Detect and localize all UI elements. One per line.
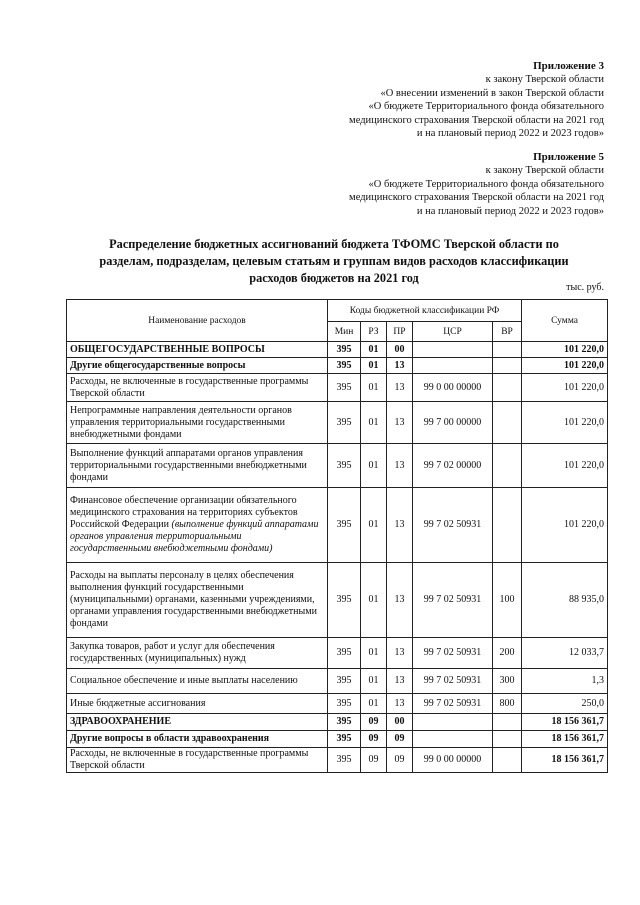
table-row [67, 342, 608, 358]
table-row [67, 563, 608, 638]
cell-rz: 01 [361, 402, 387, 444]
cell-vr [493, 714, 522, 731]
table-row [67, 402, 608, 444]
cell-min: 395 [328, 488, 361, 563]
cell-name [67, 638, 328, 669]
cell-sum: 101 220,0 [522, 402, 608, 444]
row-name: Расходы на выплаты персоналу в целях обеспечения выполнения функций государственными (муниципальными) органами, казенными учреждениями, органами управления государственными внебюджетными фондами [70, 570, 317, 629]
cell-csr: 99 0 00 00000 [413, 748, 493, 773]
cell-rz: 01 [361, 444, 387, 488]
cell-pr: 13 [387, 669, 413, 694]
cell-pr: 13 [387, 563, 413, 638]
cell-sum: 101 220,0 [522, 374, 608, 402]
table-row [67, 488, 608, 563]
cell-rz: 01 [361, 358, 387, 374]
appendix-5-line: к закону Тверской области [485, 165, 604, 177]
header-rz: РЗ [361, 322, 387, 342]
cell-csr: 99 7 02 50931 [413, 669, 493, 694]
budget-table [66, 299, 608, 773]
appendix-5-heading: Приложение 5 [533, 151, 604, 163]
cell-sum: 1,3 [522, 669, 608, 694]
cell-name [67, 694, 328, 714]
header-vr: ВР [493, 322, 522, 342]
cell-rz: 01 [361, 488, 387, 563]
row-name: ЗДРАВООХРАНЕНИЕ [70, 716, 171, 727]
cell-name [67, 563, 328, 638]
cell-vr [493, 444, 522, 488]
cell-pr: 13 [387, 638, 413, 669]
cell-min: 395 [328, 669, 361, 694]
cell-vr: 300 [493, 669, 522, 694]
cell-vr [493, 402, 522, 444]
table-row [67, 694, 608, 714]
cell-name [67, 488, 328, 563]
cell-pr: 00 [387, 342, 413, 358]
cell-vr [493, 374, 522, 402]
cell-vr [493, 342, 522, 358]
cell-sum: 18 156 361,7 [522, 748, 608, 773]
cell-pr: 13 [387, 444, 413, 488]
cell-min: 395 [328, 374, 361, 402]
cell-rz: 09 [361, 748, 387, 773]
appendix-5-line: медицинского страхования Тверской области на 2021 год [349, 192, 604, 204]
header-pr: ПР [387, 322, 413, 342]
table-row [67, 358, 608, 374]
cell-min: 395 [328, 358, 361, 374]
table-row [67, 444, 608, 488]
cell-rz: 01 [361, 638, 387, 669]
cell-csr: 99 7 02 00000 [413, 444, 493, 488]
units-label: тыс. руб. [566, 282, 604, 293]
cell-name [67, 748, 328, 773]
cell-pr: 13 [387, 358, 413, 374]
table-row [67, 714, 608, 731]
title-line: Распределение бюджетных ассигнований бюджета ТФОМС Тверской области по [109, 237, 559, 251]
cell-csr: 99 7 02 50931 [413, 638, 493, 669]
cell-pr: 13 [387, 402, 413, 444]
cell-csr [413, 358, 493, 374]
document-title [70, 236, 598, 287]
cell-name [67, 714, 328, 731]
cell-csr [413, 714, 493, 731]
header-min: Мин [328, 322, 361, 342]
cell-name [67, 374, 328, 402]
cell-vr [493, 748, 522, 773]
row-name: Расходы, не включенные в государственные программы Тверской области [70, 375, 309, 399]
cell-csr: 99 7 02 50931 [413, 694, 493, 714]
cell-min: 395 [328, 638, 361, 669]
cell-name [67, 669, 328, 694]
appendix-5-header [349, 151, 604, 218]
cell-csr [413, 342, 493, 358]
appendix-5-line: и на плановый период 2022 и 2023 годов» [416, 205, 604, 217]
row-name: Финансовое обеспечение организации обязательного медицинского страхования на территориях субъектов Российской Федерации [70, 495, 298, 530]
cell-sum: 250,0 [522, 694, 608, 714]
cell-name [67, 444, 328, 488]
cell-min: 395 [328, 563, 361, 638]
cell-pr: 00 [387, 714, 413, 731]
row-name: Непрограммные направления деятельности органов управления территориальными государственными внебюджетными фондами [70, 404, 292, 440]
appendix-3-line: «О внесении изменений в закон Тверской области [380, 87, 604, 99]
row-name: Социальное обеспечение и иные выплаты населению [70, 675, 298, 686]
cell-vr [493, 358, 522, 374]
appendix-5-line: «О бюджете Территориального фонда обязательного [368, 178, 604, 190]
title-line: разделам, подразделам, целевым статьям и группам видов расходов классификации [99, 254, 569, 268]
cell-sum: 88 935,0 [522, 563, 608, 638]
cell-min: 395 [328, 342, 361, 358]
cell-name [67, 358, 328, 374]
cell-sum: 101 220,0 [522, 342, 608, 358]
cell-rz: 01 [361, 563, 387, 638]
cell-pr: 09 [387, 748, 413, 773]
cell-min: 395 [328, 694, 361, 714]
table-row [67, 748, 608, 773]
cell-csr: 99 7 02 50931 [413, 488, 493, 563]
cell-sum: 101 220,0 [522, 444, 608, 488]
appendix-3-line: к закону Тверской области [485, 74, 604, 86]
cell-pr: 13 [387, 694, 413, 714]
cell-rz: 01 [361, 374, 387, 402]
table-row [67, 731, 608, 748]
row-name: Закупка товаров, работ и услуг для обеспечения государственных (муниципальных) нужд [70, 641, 275, 664]
cell-name [67, 342, 328, 358]
title-line: расходов бюджетов на 2021 год [249, 271, 419, 285]
cell-vr: 200 [493, 638, 522, 669]
cell-pr: 13 [387, 374, 413, 402]
cell-sum: 18 156 361,7 [522, 731, 608, 748]
cell-pr: 09 [387, 731, 413, 748]
table-row [67, 374, 608, 402]
table-row [67, 638, 608, 669]
cell-name [67, 731, 328, 748]
table-row [67, 669, 608, 694]
row-name: Расходы, не включенные в государственные программы Тверской области [70, 748, 309, 771]
appendix-3-heading: Приложение 3 [533, 60, 604, 72]
cell-name [67, 402, 328, 444]
row-name: ОБЩЕГОСУДАРСТВЕННЫЕ ВОПРОСЫ [70, 343, 265, 355]
cell-rz: 01 [361, 669, 387, 694]
row-name: Другие общегосударственные вопросы [70, 359, 246, 371]
cell-rz: 09 [361, 714, 387, 731]
appendix-3-line: и на плановый период 2022 и 2023 годов» [416, 128, 604, 140]
cell-sum: 12 033,7 [522, 638, 608, 669]
cell-rz: 01 [361, 694, 387, 714]
cell-min: 395 [328, 714, 361, 731]
cell-csr [413, 731, 493, 748]
cell-sum: 101 220,0 [522, 488, 608, 563]
cell-min: 395 [328, 748, 361, 773]
cell-vr [493, 488, 522, 563]
row-name: Другие вопросы в области здравоохранения [70, 733, 270, 744]
cell-min: 395 [328, 444, 361, 488]
appendix-3-line: «О бюджете Территориального фонда обязательного [368, 101, 604, 113]
cell-min: 395 [328, 731, 361, 748]
cell-csr: 99 0 00 00000 [413, 374, 493, 402]
cell-vr: 800 [493, 694, 522, 714]
cell-sum: 18 156 361,7 [522, 714, 608, 731]
cell-sum: 101 220,0 [522, 358, 608, 374]
cell-min: 395 [328, 402, 361, 444]
appendix-3-line: медицинского страхования Тверской области на 2021 год [349, 114, 604, 126]
cell-csr: 99 7 00 00000 [413, 402, 493, 444]
cell-vr [493, 731, 522, 748]
row-note: (выполнение функций аппаратами органов управления территориальными государственными внебюджетными фондами) [70, 519, 319, 554]
cell-rz: 01 [361, 342, 387, 358]
cell-pr: 13 [387, 488, 413, 563]
budget-table-body [67, 342, 608, 773]
header-codes: Коды бюджетной классификации РФ [328, 300, 522, 322]
row-name: Иные бюджетные ассигнования [70, 697, 206, 709]
cell-rz: 09 [361, 731, 387, 748]
appendix-3-header [349, 60, 604, 140]
header-csr: ЦСР [413, 322, 493, 342]
header-name: Наименование расходов [67, 300, 328, 342]
cell-csr: 99 7 02 50931 [413, 563, 493, 638]
row-name: Выполнение функций аппаратами органов управления территориальными государственными внебюджетными фондами [70, 447, 307, 483]
header-sum: Сумма [522, 300, 608, 342]
cell-vr: 100 [493, 563, 522, 638]
